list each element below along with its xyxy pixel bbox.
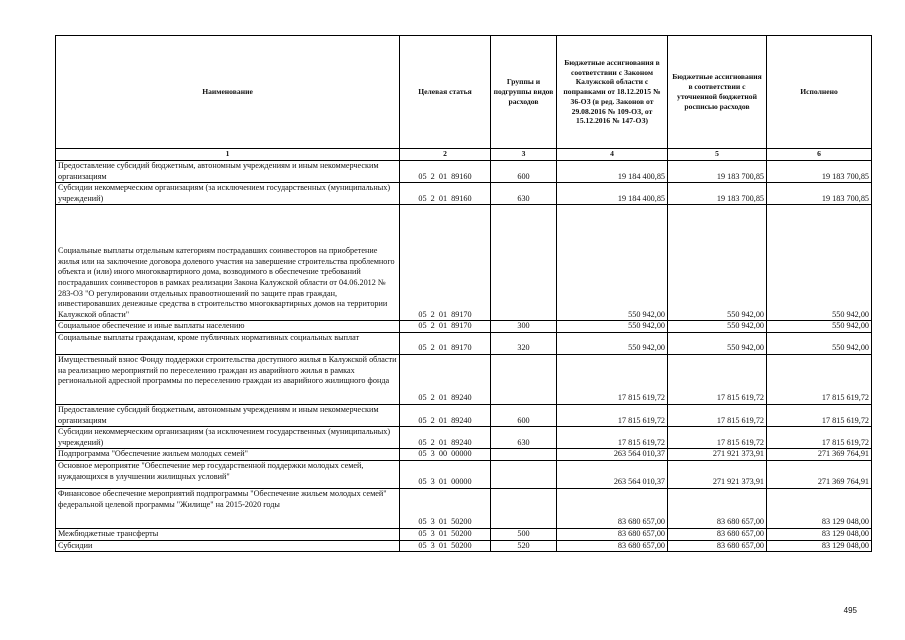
- row-name: Социальное обеспечение и иные выплаты населению: [56, 321, 400, 333]
- row-target-code: 05 3 01 00000: [400, 460, 491, 488]
- table-row: [56, 332, 872, 354]
- row-target-code: 05 3 01 50200: [400, 540, 491, 552]
- row-value-revised: 83 680 657,00: [668, 528, 767, 540]
- table-row: [56, 528, 872, 540]
- row-target-code: 05 2 01 89170: [400, 332, 491, 354]
- row-value-revised: 19 183 700,85: [668, 183, 767, 205]
- row-value-executed: 271 369 764,91: [767, 449, 872, 461]
- column-number: 1: [56, 149, 400, 161]
- row-target-code: 05 2 01 89240: [400, 404, 491, 426]
- row-value-executed: 17 815 619,72: [767, 354, 872, 404]
- row-value-revised: 17 815 619,72: [668, 354, 767, 404]
- table-row: [56, 460, 872, 488]
- row-target-code: 05 2 01 89160: [400, 161, 491, 183]
- row-name: Предоставление субсидий бюджетным, автономным учреждениям и иным некоммерческим организациям: [56, 404, 400, 426]
- table-row: [56, 354, 872, 404]
- row-value-revised: 83 680 657,00: [668, 488, 767, 528]
- row-value-revised: 19 183 700,85: [668, 161, 767, 183]
- row-value-executed: 550 942,00: [767, 321, 872, 333]
- table-row: [56, 449, 872, 461]
- row-target-code: 05 3 00 00000: [400, 449, 491, 461]
- row-value-executed: 550 942,00: [767, 332, 872, 354]
- row-name: Социальные выплаты отдельным категориям пострадавших соинвесторов на приобретение жилья или на заключение договора долевого участия на завершение строительства проблемного объекта и (или) иного многоквартирного дома, возводимого в обеспечение требований пострадавших соинвесторов в рамках реализации Закона Калужской области от 04.06.2012 № 283-ОЗ "О регулировании отдельных правоотношений по защите прав граждан, инвестировавших денежные средства в строительство многоквартирных домов на территории Калужской области": [56, 205, 400, 321]
- row-value-law: 83 680 657,00: [557, 488, 668, 528]
- row-group: [491, 460, 557, 488]
- header-expense-groups: Группы и подгруппы видов расходов: [491, 36, 557, 149]
- row-value-revised: 271 921 373,91: [668, 460, 767, 488]
- row-value-executed: 83 129 048,00: [767, 488, 872, 528]
- row-target-code: 05 3 01 50200: [400, 528, 491, 540]
- row-target-code: 05 2 01 89240: [400, 427, 491, 449]
- row-name: Финансовое обеспечение мероприятий подпрограммы "Обеспечение жильем молодых семей" федеральной целевой программы "Жилище" на 2015-2020 годы: [56, 488, 400, 528]
- header-revised-allocations: Бюджетные ассигнования в соответствии с уточненной бюджетной росписью расходов: [668, 36, 767, 149]
- row-group: 300: [491, 321, 557, 333]
- row-target-code: 05 3 01 50200: [400, 488, 491, 528]
- row-name: Межбюджетные трансферты: [56, 528, 400, 540]
- row-name: Субсидии некоммерческим организациям (за исключением государственных (муниципальных) учреждений): [56, 183, 400, 205]
- row-value-revised: 83 680 657,00: [668, 540, 767, 552]
- header-executed: Исполнено: [767, 36, 872, 149]
- row-value-executed: 19 183 700,85: [767, 161, 872, 183]
- table-row: [56, 183, 872, 205]
- row-value-law: 17 815 619,72: [557, 354, 668, 404]
- column-number: 2: [400, 149, 491, 161]
- row-group: 520: [491, 540, 557, 552]
- table-row: [56, 205, 872, 321]
- row-target-code: 05 2 01 89170: [400, 205, 491, 321]
- column-number: 4: [557, 149, 668, 161]
- table-row: [56, 321, 872, 333]
- row-target-code: 05 2 01 89170: [400, 321, 491, 333]
- row-group: [491, 205, 557, 321]
- row-value-law: 17 815 619,72: [557, 404, 668, 426]
- row-value-revised: 550 942,00: [668, 205, 767, 321]
- row-value-executed: 17 815 619,72: [767, 427, 872, 449]
- row-value-executed: 83 129 048,00: [767, 528, 872, 540]
- row-group: [491, 354, 557, 404]
- row-value-law: 263 564 010,37: [557, 460, 668, 488]
- row-value-law: 19 184 400,85: [557, 183, 668, 205]
- column-number: 3: [491, 149, 557, 161]
- row-value-executed: 550 942,00: [767, 205, 872, 321]
- row-name: Социальные выплаты гражданам, кроме публичных нормативных социальных выплат: [56, 332, 400, 354]
- header-name: Наименование: [56, 36, 400, 149]
- row-value-law: 550 942,00: [557, 205, 668, 321]
- budget-table: [55, 35, 872, 552]
- row-name: Основное мероприятие "Обеспечение мер государственной поддержки молодых семей, нуждающихся в улучшении жилищных условий": [56, 460, 400, 488]
- row-value-executed: 19 183 700,85: [767, 183, 872, 205]
- row-name: Субсидии: [56, 540, 400, 552]
- row-value-executed: 271 369 764,91: [767, 460, 872, 488]
- table-row: [56, 161, 872, 183]
- row-name: Субсидии некоммерческим организациям (за исключением государственных (муниципальных) учреждений): [56, 427, 400, 449]
- row-group: 630: [491, 427, 557, 449]
- row-target-code: 05 2 01 89240: [400, 354, 491, 404]
- row-value-law: 83 680 657,00: [557, 528, 668, 540]
- row-value-revised: 17 815 619,72: [668, 404, 767, 426]
- row-value-revised: 550 942,00: [668, 332, 767, 354]
- row-name: Подпрограмма "Обеспечение жильем молодых семей": [56, 449, 400, 461]
- table-row: [56, 404, 872, 426]
- header-law-allocations: Бюджетные ассигнования в соответствии с Законом Калужской области с поправками от 18.12.2015 № 36-ОЗ (в ред. Законов от 29.08.2016 № 109-ОЗ, от 15.12.2016 № 147-ОЗ): [557, 36, 668, 149]
- row-value-law: 550 942,00: [557, 332, 668, 354]
- row-group: [491, 449, 557, 461]
- table-row: [56, 427, 872, 449]
- row-group: 500: [491, 528, 557, 540]
- row-group: 630: [491, 183, 557, 205]
- row-value-executed: 83 129 048,00: [767, 540, 872, 552]
- row-value-executed: 17 815 619,72: [767, 404, 872, 426]
- row-value-revised: 271 921 373,91: [668, 449, 767, 461]
- row-name: Имущественный взнос Фонду поддержки строительства доступного жилья в Калужской области на реализацию мероприятий по переселению граждан из аварийного жилья в рамках региональной адресной программы по переселению граждан из аварийного жилищного фонда: [56, 354, 400, 404]
- column-number-row: [56, 149, 872, 161]
- row-value-law: 550 942,00: [557, 321, 668, 333]
- row-name: Предоставление субсидий бюджетным, автономным учреждениям и иным некоммерческим организациям: [56, 161, 400, 183]
- page-number: 495: [843, 606, 857, 615]
- row-value-law: 263 564 010,37: [557, 449, 668, 461]
- table-row: [56, 540, 872, 552]
- row-group: 320: [491, 332, 557, 354]
- row-group: 600: [491, 404, 557, 426]
- row-target-code: 05 2 01 89160: [400, 183, 491, 205]
- row-group: [491, 488, 557, 528]
- header-target-article: Целевая статья: [400, 36, 491, 149]
- row-value-revised: 550 942,00: [668, 321, 767, 333]
- table-row: [56, 488, 872, 528]
- row-value-law: 83 680 657,00: [557, 540, 668, 552]
- column-number: 5: [668, 149, 767, 161]
- row-value-law: 19 184 400,85: [557, 161, 668, 183]
- header-row: [56, 36, 872, 149]
- row-group: 600: [491, 161, 557, 183]
- column-number: 6: [767, 149, 872, 161]
- row-value-law: 17 815 619,72: [557, 427, 668, 449]
- row-value-revised: 17 815 619,72: [668, 427, 767, 449]
